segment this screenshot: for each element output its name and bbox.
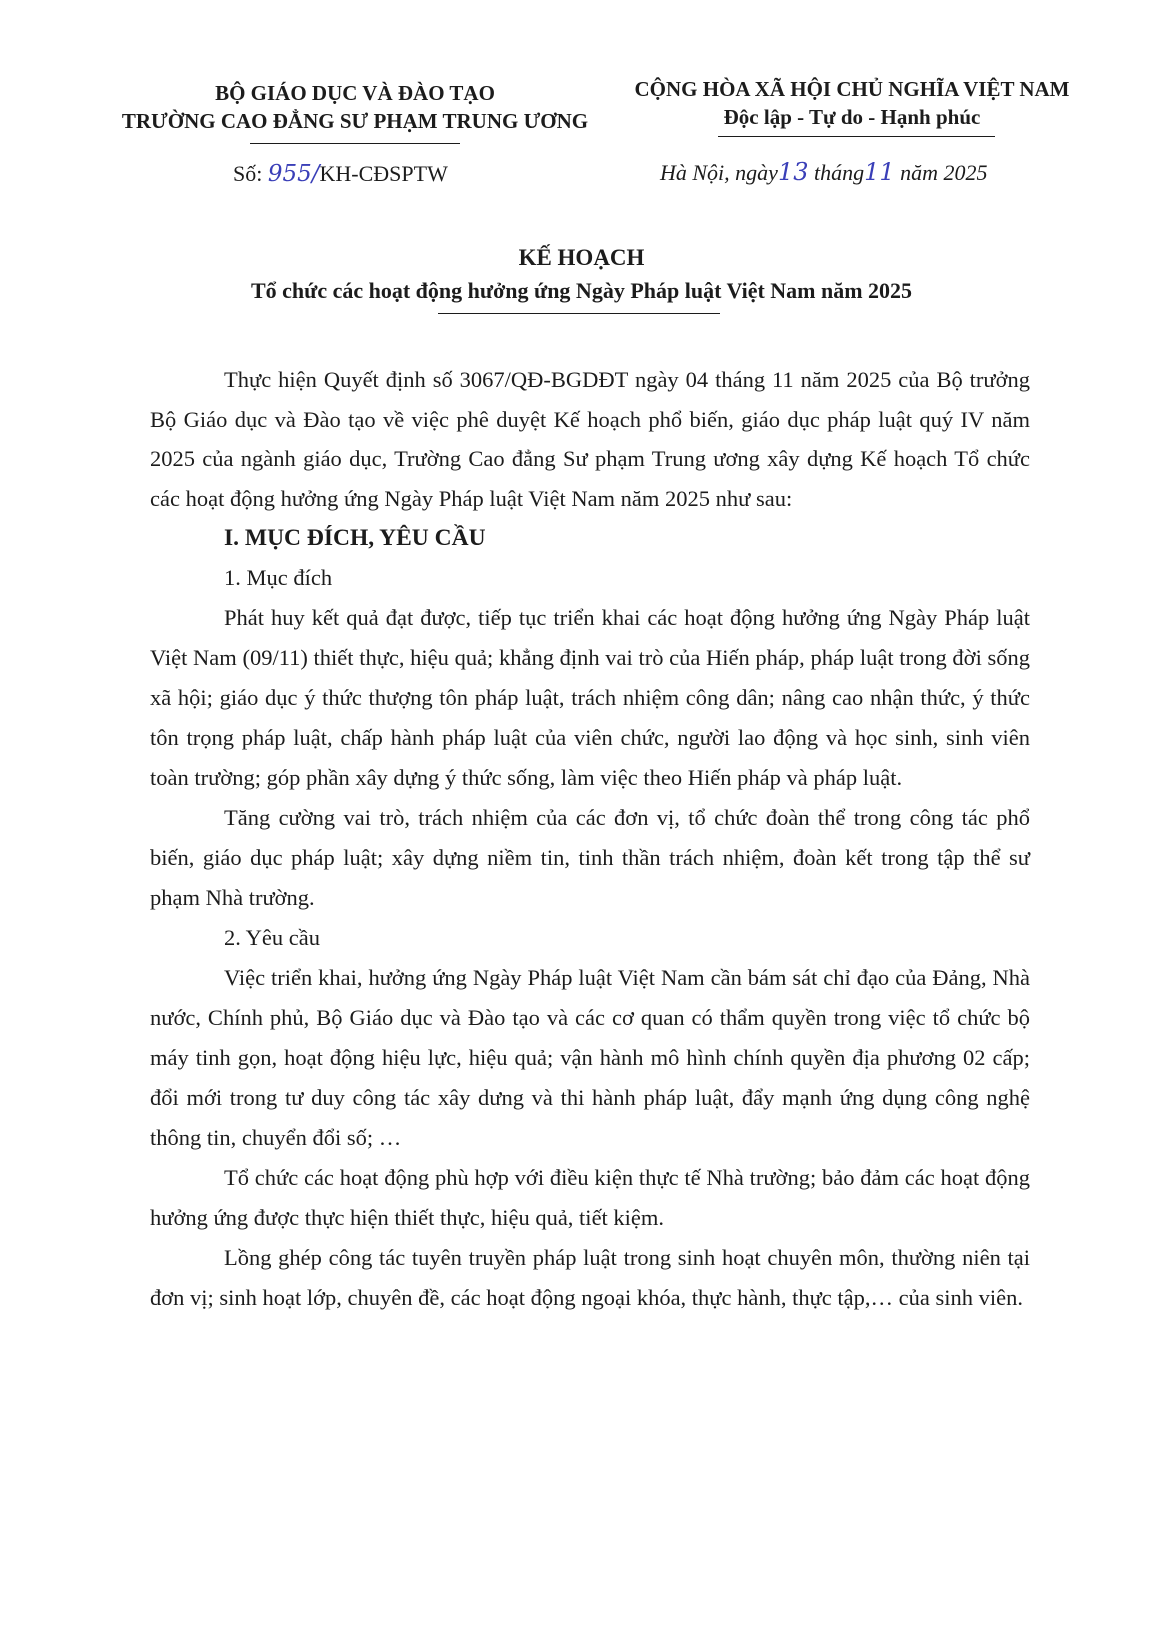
- document-subtitle: Tổ chức các hoạt động hưởng ứng Ngày Pháp luật Việt Nam năm 2025: [250, 278, 913, 303]
- document-body: [150, 360, 1030, 1318]
- requirements-paragraph-3: Lồng ghép công tác tuyên truyền pháp luật trong sinh hoạt chuyên môn, thường niên tại đơn vị; sinh hoạt lớp, chuyên đề, các hoạt động ngoại khóa, thực hành, thực tập,… của sinh viên.: [150, 1245, 1030, 1310]
- doc-number-handwritten: 955/: [267, 161, 320, 187]
- document-number: [233, 161, 448, 187]
- date-year: năm 2025: [894, 160, 988, 185]
- intro-paragraph: Thực hiện Quyết định số 3067/QĐ-BGDĐT ngày 04 tháng 11 năm 2025 của Bộ trưởng Bộ Giáo dục và Đào tạo về việc phê duyệt Kế hoạch phổ biến, giáo dục pháp luật quý IV năm 2025 của ngành giáo dục, Trường Cao đẳng Sư phạm Trung ương xây dựng Kế hoạch Tổ chức các hoạt động hưởng ứng Ngày Pháp luật Việt Nam năm 2025 như sau:: [150, 367, 1030, 511]
- date-month-handwritten: 11: [864, 158, 895, 186]
- date-day-handwritten: 13: [777, 158, 809, 186]
- motto: Độc lập - Tự do - Hạnh phúc: [723, 105, 981, 129]
- title-underline: [438, 313, 720, 314]
- motto-underline: [718, 136, 995, 137]
- doc-number-suffix: KH-CĐSPTW: [319, 161, 448, 186]
- section-heading-1: I. MỤC ĐÍCH, YÊU CẦU: [224, 525, 486, 551]
- subsection-heading-purpose: 1. Mục đích: [224, 565, 333, 590]
- school-name: TRƯỜNG CAO ĐẲNG SƯ PHẠM TRUNG ƯƠNG: [121, 109, 589, 133]
- issuing-authority-block: [112, 79, 598, 135]
- document-title: KẾ HOẠCH: [518, 245, 645, 270]
- requirements-paragraph-2: Tổ chức các hoạt động phù hợp với điều kiện thực tế Nhà trường; bảo đảm các hoạt động hưởng ứng được thực hiện thiết thực, hiệu quả, tiết kiệm.: [150, 1165, 1030, 1230]
- purpose-paragraph-2: Tăng cường vai trò, trách nhiệm của các đơn vị, tổ chức đoàn thể trong công tác phổ biến, giáo dục pháp luật; xây dựng niềm tin, tinh thần trách nhiệm, đoàn kết trong tập thể sư phạm Nhà trường.: [150, 805, 1030, 910]
- requirements-paragraph-1: Việc triển khai, hưởng ứng Ngày Pháp luật Việt Nam cần bám sát chỉ đạo của Đảng, Nhà nước, Chính phủ, Bộ Giáo dục và Đào tạo và các cơ quan có thẩm quyền trong việc tổ chức bộ máy tinh gọn, hoạt động hiệu lực, hiệu quả; vận hành mô hình chính quyền địa phương 02 cấp; đổi mới trong tư duy công tác xây dưng và thi hành pháp luật, đẩy mạnh ứng dụng công nghệ thông tin, chuyển đổi số; …: [150, 965, 1030, 1150]
- authority-underline: [250, 143, 460, 144]
- subsection-heading-requirements: 2. Yêu cầu: [224, 925, 320, 950]
- date-place: Hà Nội, ngày: [660, 160, 778, 185]
- national-motto-block: [612, 75, 1092, 131]
- doc-number-prefix: Số:: [233, 161, 268, 186]
- ministry-name: BỘ GIÁO DỤC VÀ ĐÀO TẠO: [215, 81, 495, 105]
- date-month-label: tháng: [808, 160, 865, 185]
- document-date: [660, 158, 988, 186]
- purpose-paragraph-1: Phát huy kết quả đạt được, tiếp tục triển khai các hoạt động hưởng ứng Ngày Pháp luật Việt Nam (09/11) thiết thực, hiệu quả; khẳng định vai trò của Hiến pháp, pháp luật trong đời sống xã hội; giáo dục ý thức thượng tôn pháp luật, trách nhiệm công dân; nâng cao nhận thức, ý thức tôn trọng pháp luật, chấp hành pháp luật của viên chức, người lao động và học sinh, sinh viên toàn trường; góp phần xây dựng ý thức sống, làm việc theo Hiến pháp và pháp luật.: [150, 605, 1030, 790]
- country-name: CỘNG HÒA XÃ HỘI CHỦ NGHĨA VIỆT NAM: [634, 77, 1070, 101]
